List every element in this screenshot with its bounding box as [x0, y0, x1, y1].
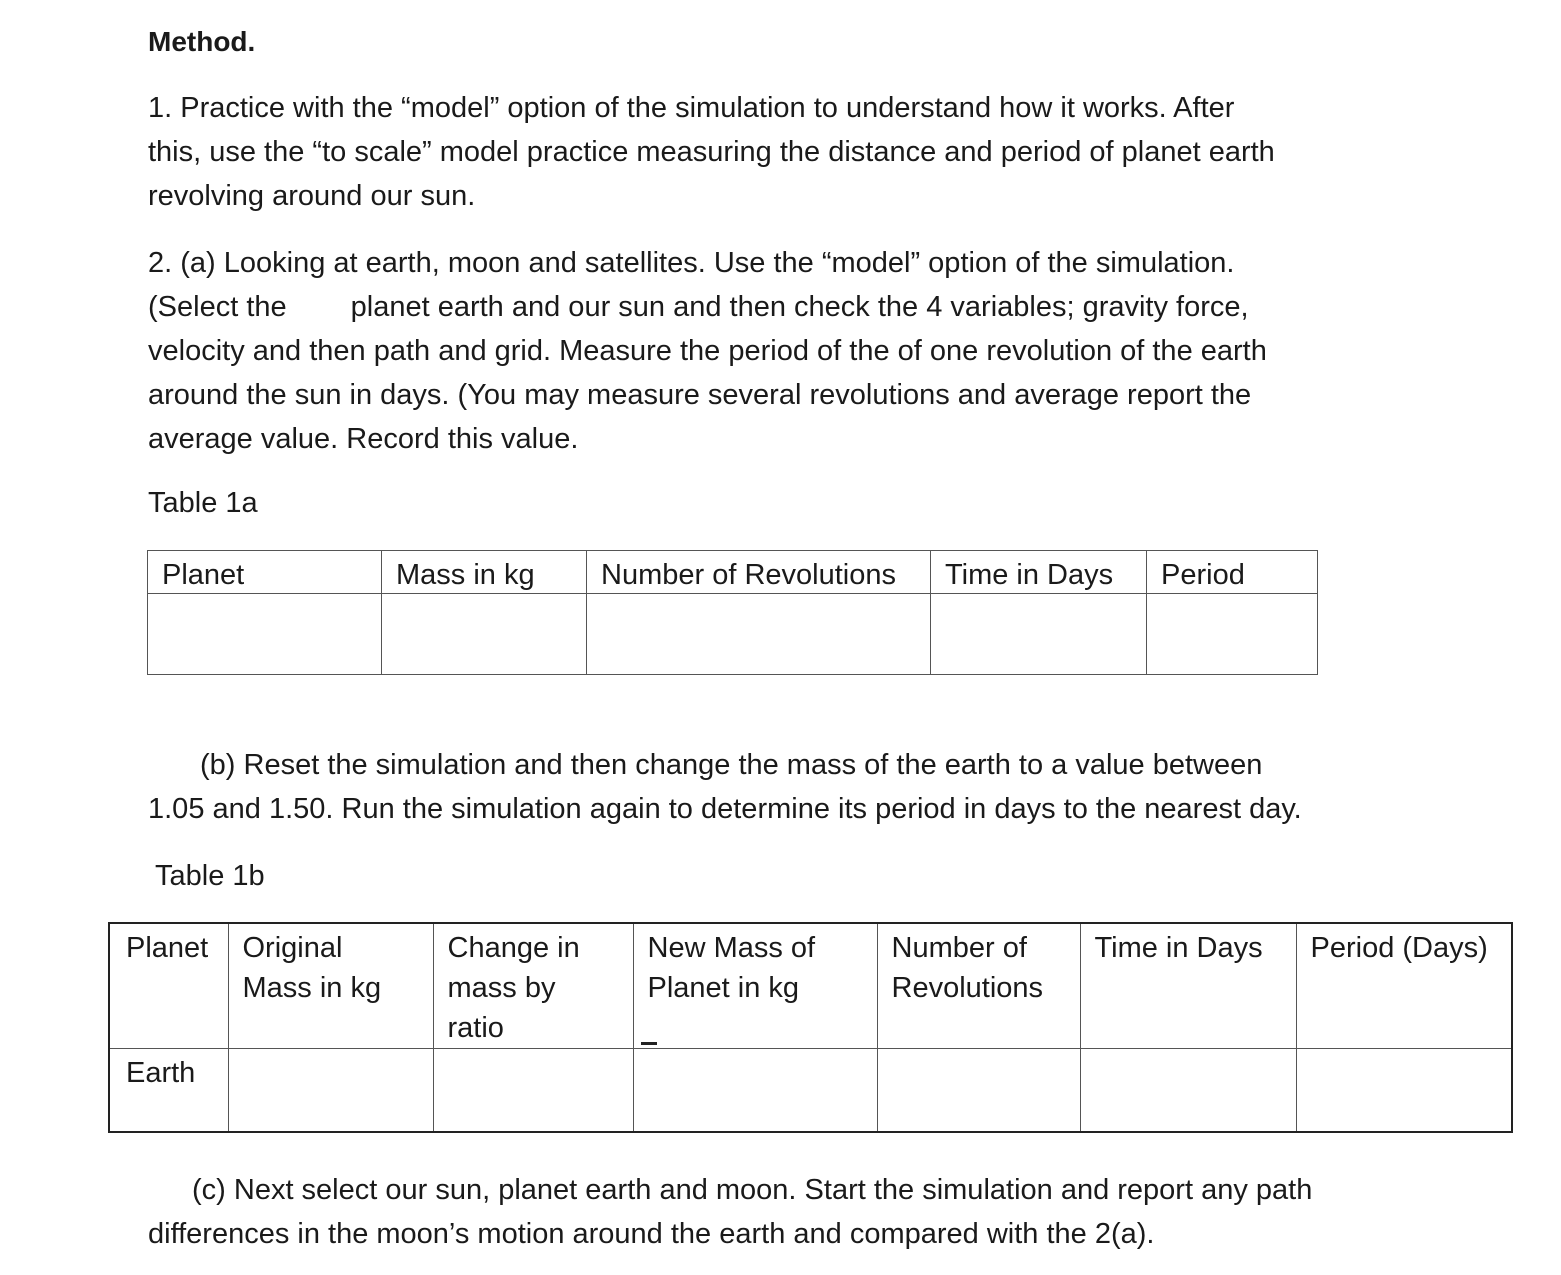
- step-1-paragraph: [148, 86, 1275, 218]
- table-1b-cell-time[interactable]: [1080, 1049, 1296, 1132]
- step-2a-line-2: [148, 285, 1267, 329]
- step-2b-paragraph: [148, 743, 1302, 831]
- step-2a-line-2-start: (Select the: [148, 291, 287, 323]
- table-1a-header-revolutions: Number of Revolutions: [587, 551, 931, 594]
- step-2a-line-5: average value. Record this value.: [148, 423, 579, 455]
- table-1a-cell-period[interactable]: [1147, 594, 1318, 675]
- table-1a-cell-time[interactable]: [931, 594, 1147, 675]
- table-1a-cell-mass[interactable]: [382, 594, 587, 675]
- table-1b-caption: Table 1b: [155, 860, 265, 892]
- table-1b-cell-period[interactable]: [1296, 1049, 1512, 1132]
- step-1-line-2: this, use the “to scale” model practice measuring the distance and period of planet earth: [148, 136, 1275, 168]
- method-heading: Method.: [148, 26, 256, 57]
- table-1a-cell-revolutions[interactable]: [587, 594, 931, 675]
- table-row: [109, 1049, 1512, 1132]
- table-1a-cell-planet[interactable]: [148, 594, 382, 675]
- table-row: [148, 551, 1318, 594]
- table-1b-header-original-mass: Original Mass in kg: [228, 923, 433, 1049]
- table-1a-header-planet: Planet: [148, 551, 382, 594]
- table-1b-cell-new-mass[interactable]: [633, 1049, 877, 1132]
- table-1b-header-revolutions: Number of Revolutions: [877, 923, 1080, 1049]
- table-1b-cell-original-mass[interactable]: [228, 1049, 433, 1132]
- step-2a-line-3: velocity and then path and grid. Measure the period of the of one revolution of the earth: [148, 335, 1267, 367]
- table-1b-header-change-ratio: Change in mass by ratio: [433, 923, 633, 1049]
- table-1b-cell-revolutions[interactable]: [877, 1049, 1080, 1132]
- table-1b: [108, 922, 1513, 1133]
- step-2a-line-1: 2. (a) Looking at earth, moon and satellites. Use the “model” option of the simulation.: [148, 247, 1235, 279]
- table-1b-header-planet: Planet: [109, 923, 228, 1049]
- step-2a-line-2-end: planet earth and our sun and then check the 4 variables; gravity force,: [350, 291, 1249, 323]
- step-2a-paragraph: [148, 241, 1267, 461]
- step-2b-line-2: 1.05 and 1.50. Run the simulation again to determine its period in days to the nearest day.: [148, 793, 1302, 825]
- table-1a-header-period: Period: [1147, 551, 1318, 594]
- table-1b-header-new-mass: New Mass of Planet in kg: [633, 923, 877, 1049]
- step-2c-paragraph: [148, 1168, 1312, 1256]
- step-2c-line-1: (c) Next select our sun, planet earth and moon. Start the simulation and report any path: [192, 1174, 1313, 1206]
- table-1a-header-time: Time in Days: [931, 551, 1147, 594]
- table-row: [148, 594, 1318, 675]
- table-1a-caption: Table 1a: [148, 487, 258, 519]
- stray-dash-mark: [641, 1042, 657, 1045]
- step-1-line-1: 1. Practice with the “model” option of the simulation to understand how it works. After: [148, 92, 1235, 124]
- step-1-line-3: revolving around our sun.: [148, 180, 476, 212]
- step-2a-line-4: around the sun in days. (You may measure several revolutions and average report the: [148, 379, 1252, 411]
- table-1b-cell-planet: Earth: [109, 1049, 228, 1132]
- table-1b-header-period: Period (Days): [1296, 923, 1512, 1049]
- table-row: [109, 923, 1512, 1049]
- table-1a-header-mass: Mass in kg: [382, 551, 587, 594]
- table-1a: [147, 550, 1318, 675]
- step-2c-line-2: differences in the moon’s motion around the earth and compared with the 2(a).: [148, 1218, 1155, 1250]
- table-1b-header-time: Time in Days: [1080, 923, 1296, 1049]
- step-2b-line-1: (b) Reset the simulation and then change the mass of the earth to a value between: [200, 749, 1263, 781]
- table-1b-cell-change-ratio[interactable]: [433, 1049, 633, 1132]
